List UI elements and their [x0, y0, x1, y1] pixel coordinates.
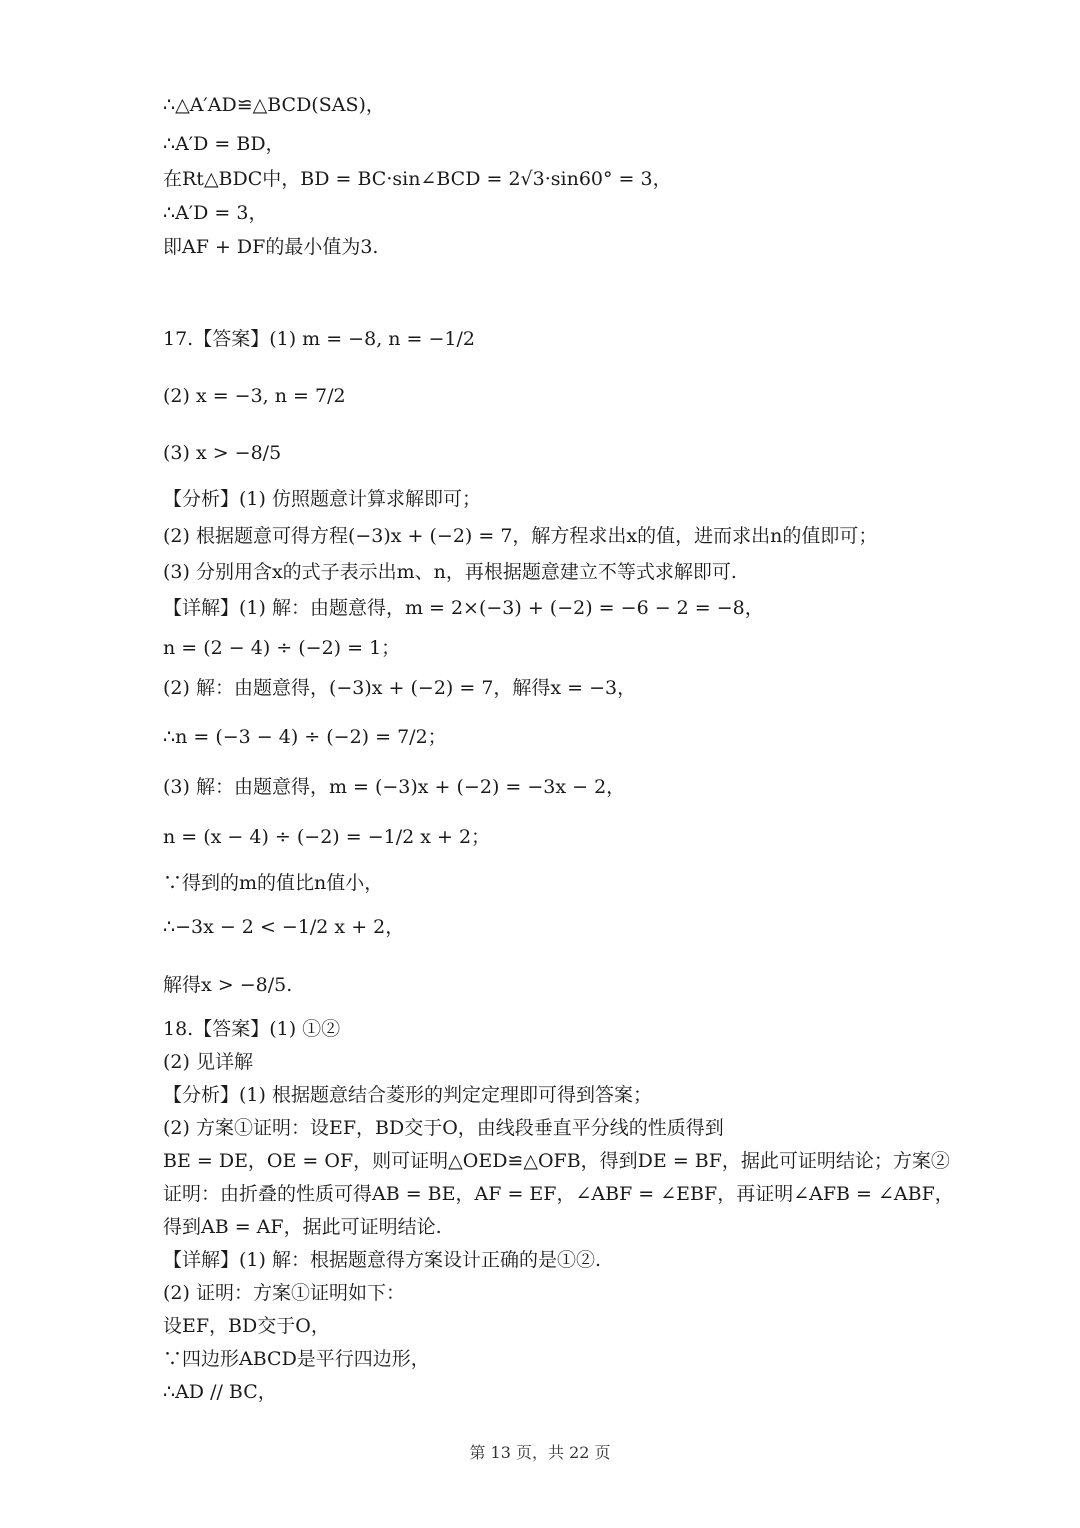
text-line: (3) 解：由题意得，m = (−3)x + (−2) = −3x − 2， [163, 776, 626, 798]
text-line: 解得x > −8/5. [163, 974, 293, 996]
text-line: ∵得到的m的值比n值小， [163, 872, 384, 894]
text-line: ∴A′D = BD， [163, 133, 285, 155]
text-line: 得到AB = AF，据此可证明结论. [163, 1216, 442, 1238]
analysis-heading: 【分析】(1) 根据题意结合菱形的判定定理即可得到答案； [163, 1084, 652, 1106]
text-line: 即AF + DF的最小值为3. [163, 236, 379, 258]
text-line: ∴△A′AD≌△BCD(SAS)， [163, 94, 385, 116]
text-line: ∵四边形ABCD是平行四边形， [163, 1348, 430, 1370]
detail-heading: 【详解】(1) 解：根据题意得方案设计正确的是①②. [163, 1249, 601, 1271]
text-line: 证明：由折叠的性质可得AB = BE，AF = EF，∠ABF = ∠EBF，再证明∠AFB = ∠ABF， [163, 1183, 954, 1205]
text-line: (2) 根据题意可得方程(−3)x + (−2) = 7，解方程求出x的值，进而求出n的值即可； [163, 525, 878, 547]
answer-heading: 18.【答案】(1) ①② [163, 1018, 341, 1040]
text-line: (2) x = −3, n = 7/2 [163, 385, 346, 407]
answer-heading: 17.【答案】(1) m = −8, n = −1/2 [163, 328, 476, 350]
text-line: 设EF，BD交于O， [163, 1315, 330, 1337]
text-line: n = (2 − 4) ÷ (−2) = 1； [163, 637, 401, 659]
text-line: ∴n = (−3 − 4) ÷ (−2) = 7/2； [163, 726, 447, 748]
text-line: (2) 证明：方案①证明如下： [163, 1282, 405, 1304]
text-line: (3) x > −8/5 [163, 442, 282, 464]
text-line: ∴AD // BC， [163, 1381, 277, 1403]
text-line: ∴A′D = 3， [163, 202, 268, 224]
analysis-heading: 【分析】(1) 仿照题意计算求解即可； [163, 488, 481, 510]
page-footer: 第 13 页，共 22 页 [469, 1443, 611, 1462]
text-line: ∴−3x − 2 < −1/2 x + 2， [163, 916, 405, 938]
text-line: 在Rt△BDC中，BD = BC·sin∠BCD = 2√3·sin60° = 3， [163, 168, 672, 190]
text-line: (2) 方案①证明：设EF，BD交于O，由线段垂直平分线的性质得到 [163, 1117, 724, 1139]
text-line: BE = DE，OE = OF，则可证明△OED≌△OFB，得到DE = BF，据此可证明结论；方案② [163, 1150, 950, 1172]
text-line: (2) 见详解 [163, 1051, 253, 1073]
detail-heading: 【详解】(1) 解：由题意得，m = 2×(−3) + (−2) = −6 − 2 = −8， [163, 597, 764, 619]
text-line: n = (x − 4) ÷ (−2) = −1/2 x + 2； [163, 826, 491, 848]
text-line: (3) 分别用含x的式子表示出m、n，再根据题意建立不等式求解即可. [163, 561, 737, 583]
text-line: (2) 解：由题意得，(−3)x + (−2) = 7，解得x = −3， [163, 677, 637, 699]
